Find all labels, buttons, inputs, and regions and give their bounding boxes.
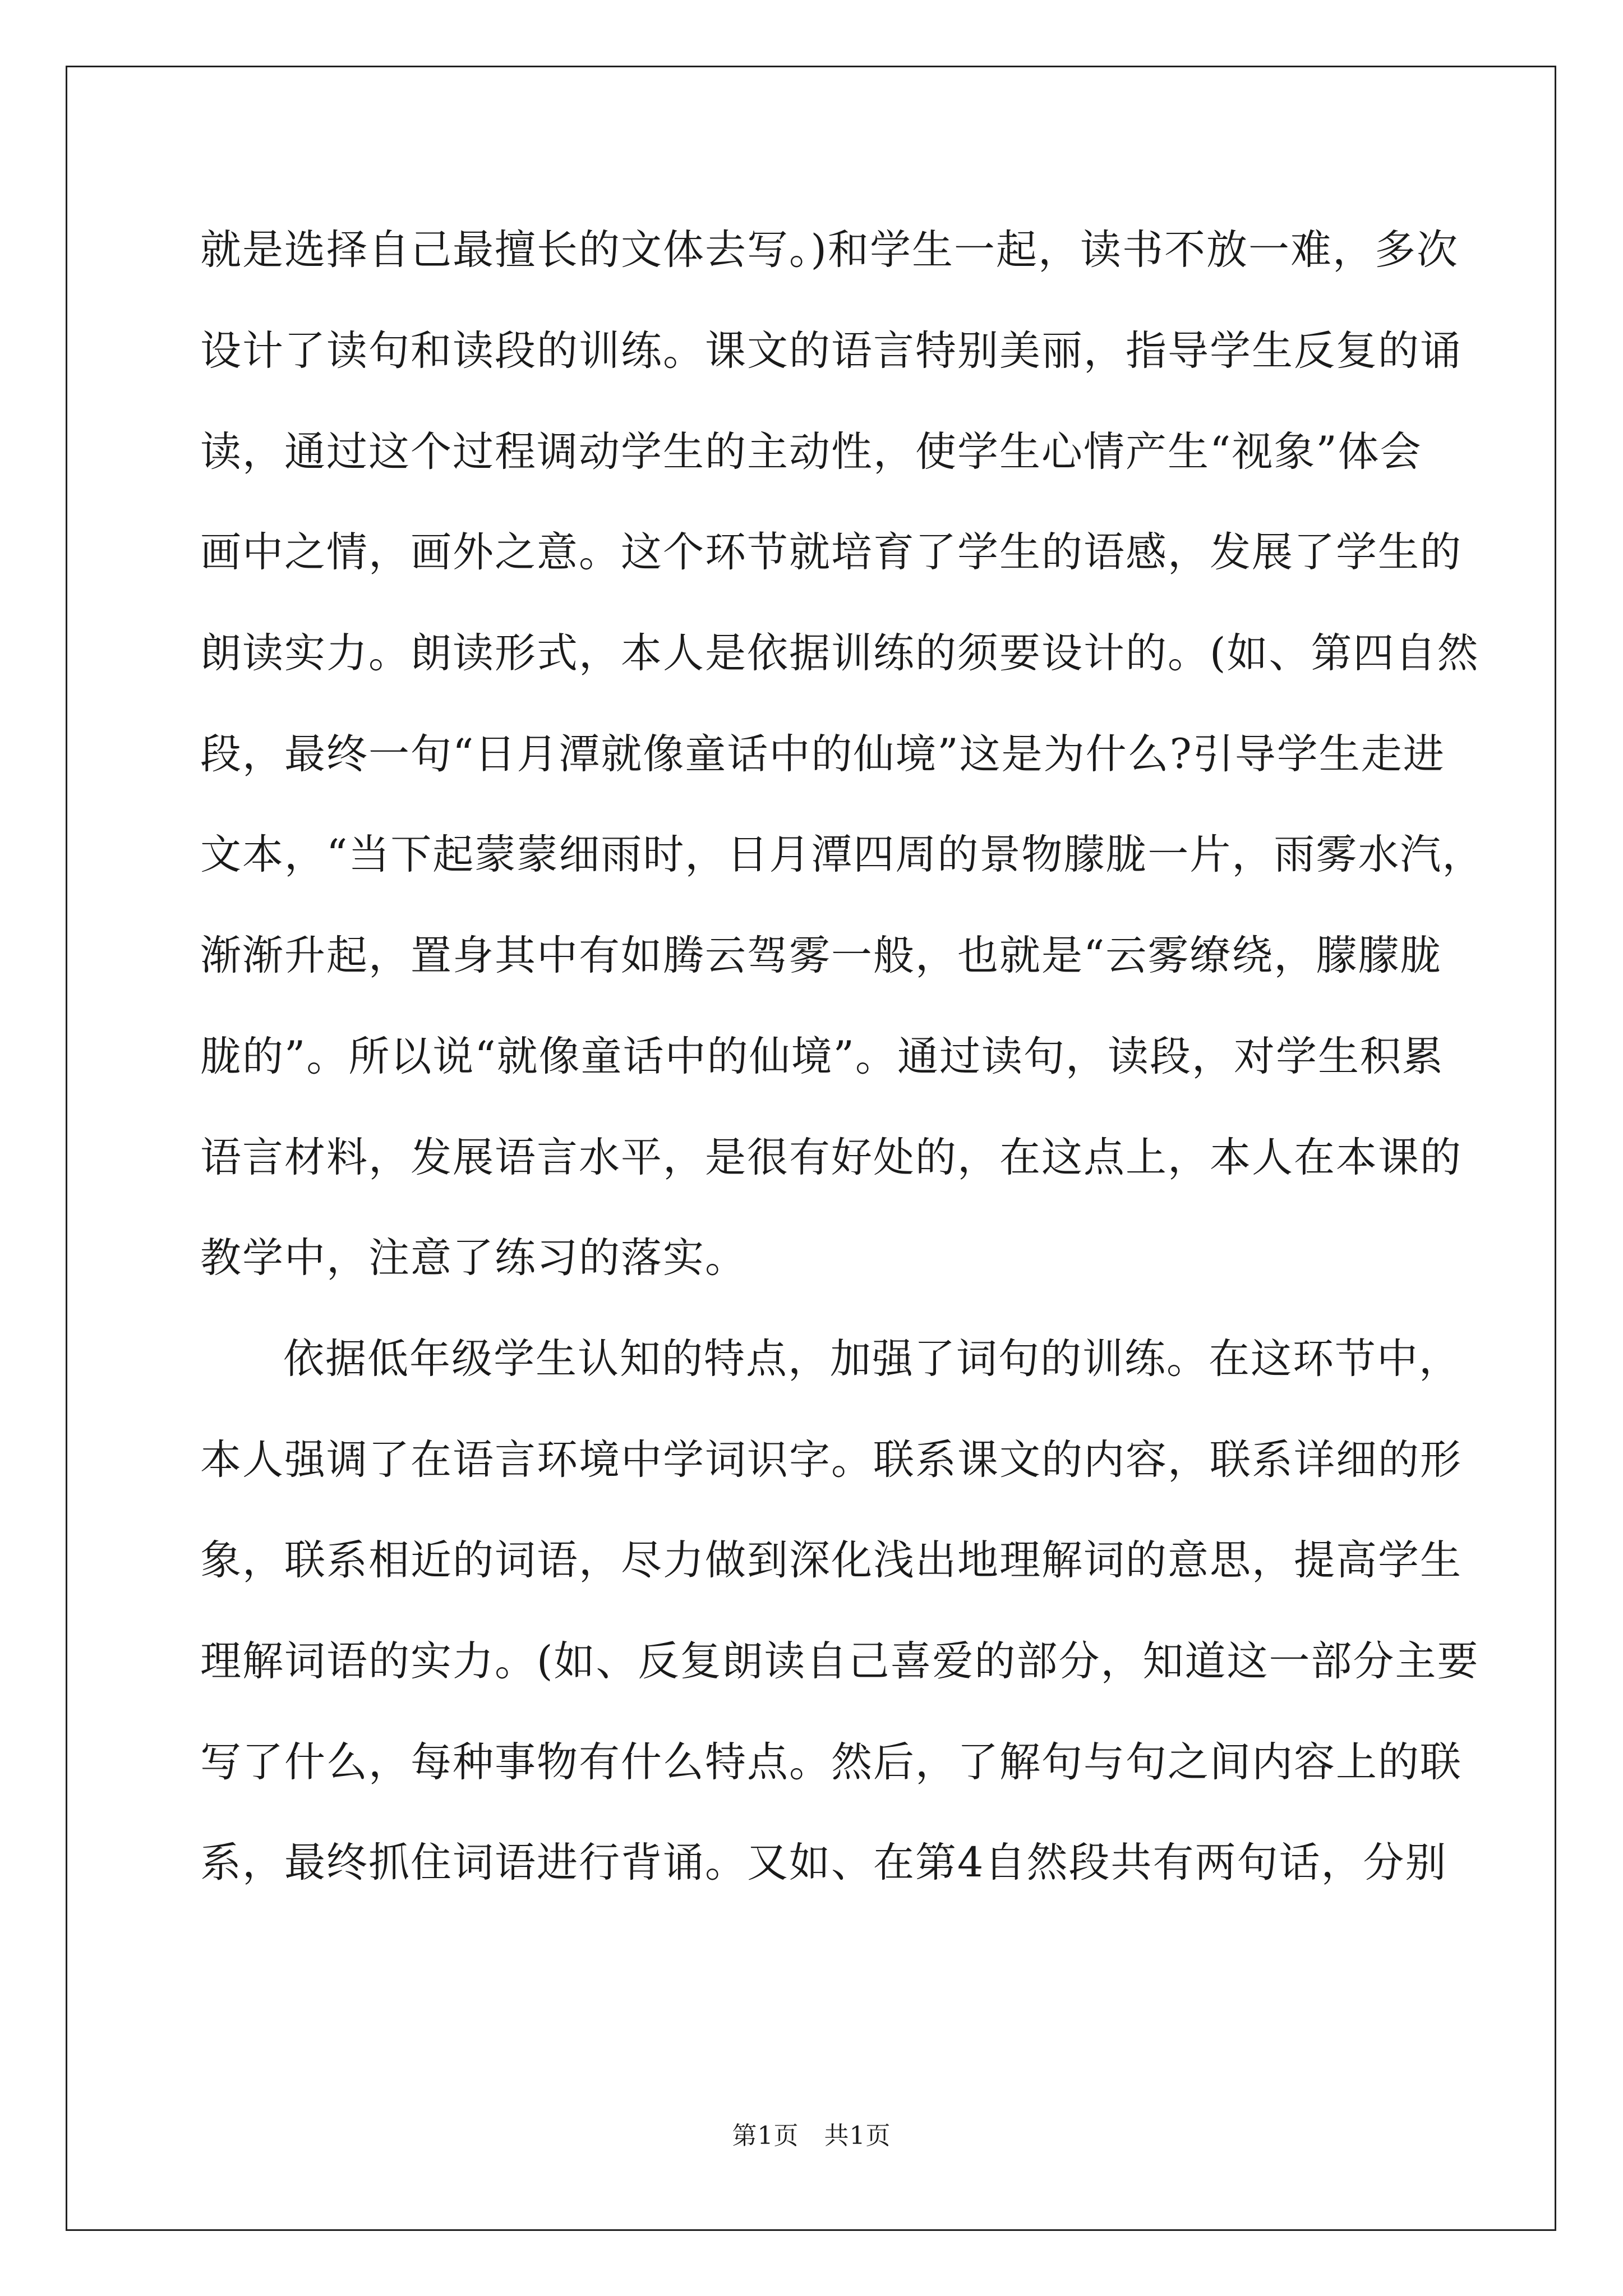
text-line: 本人强调了在语言环境中学词识字。联系课文的内容，联系详细的形 — [200, 1436, 1462, 1484]
page-number-footer: 第1页 共1页 — [732, 2122, 891, 2150]
text-line: 段，最终一句“日月潭就像童话中的仙境”这是为什么?引导学生走进 — [200, 730, 1445, 778]
text-line: 系，最终抓住词语进行背诵。又如、在第4自然段共有两句话，分别 — [200, 1839, 1447, 1887]
text-line: 理解词语的实力。(如、反复朗读自己喜爱的部分，知道这一部分主要 — [200, 1637, 1479, 1685]
text-line: 画中之情，画外之意。这个环节就培育了学生的语感，发展了学生的 — [200, 528, 1462, 576]
text-line: 象，联系相近的词语，尽力做到深化浅出地理解词的意思，提高学生 — [200, 1536, 1462, 1584]
text-line: 文本，“当下起蒙蒙细雨时，日月潭四周的景物朦胧一片，雨雾水汽， — [200, 831, 1484, 878]
text-line: 语言材料，发展语言水平，是很有好处的，在这点上，本人在本课的 — [200, 1134, 1462, 1181]
text-line: 教学中，注意了练习的落实。 — [200, 1234, 747, 1282]
text-line: 胧的”。所以说“就像童话中的仙境”。通过读句，读段，对学生积累 — [200, 1033, 1444, 1080]
text-line: 朗读实力。朗读形式，本人是依据训练的须要设计的。(如、第四自然 — [200, 629, 1479, 677]
paragraph-first-line: 依据低年级学生认知的特点，加强了词句的训练。在这环节中， — [283, 1335, 1461, 1383]
text-line: 设计了读句和读段的训练。课文的语言特别美丽，指导学生反复的诵 — [200, 327, 1462, 375]
text-line: 读，通过这个过程调动学生的主动性，使学生心情产生“视象”体会 — [200, 428, 1422, 476]
text-line: 就是选择自己最擅长的文体去写。)和学生一起，读书不放一难，多次 — [200, 226, 1459, 274]
text-line: 渐渐升起，置身其中有如腾云驾雾一般，也就是“云雾缭绕，朦朦胧 — [200, 932, 1442, 979]
text-line: 写了什么，每种事物有什么特点。然后，了解句与句之间内容上的联 — [200, 1738, 1462, 1786]
